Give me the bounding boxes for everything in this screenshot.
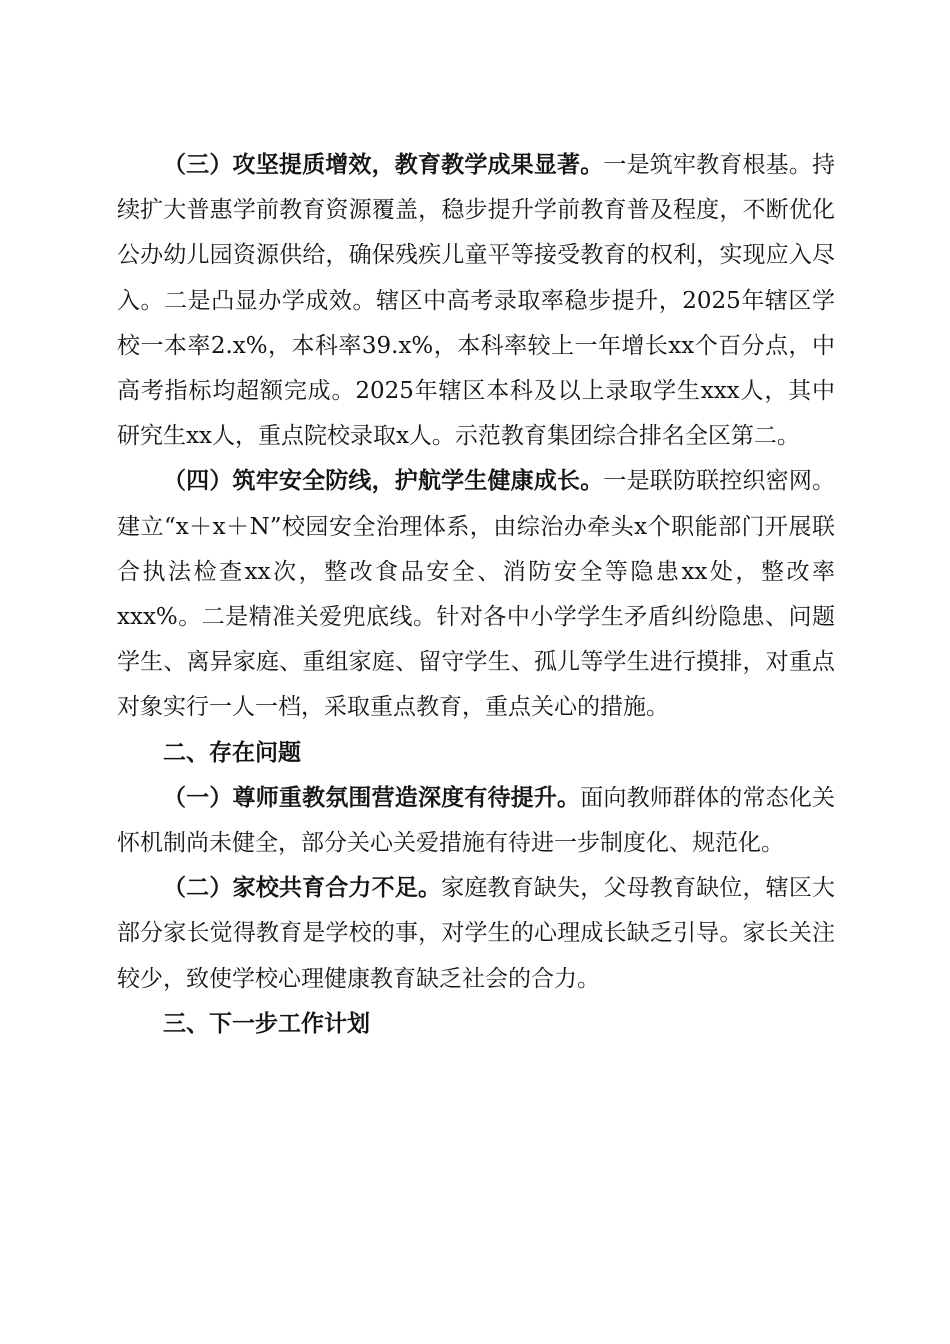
paragraph-lead: （三）攻坚提质增效，教育教学成果显著。 <box>163 152 604 178</box>
paragraph-text: 面向教师群体的常态化关怀机制尚未健全，部分关心关爱措施有待进一步制度化、规范化。 <box>117 784 836 857</box>
paragraph-text: 一是联防联控织密网。建立“x＋x＋N”校园安全治理体系，由综治办牵头x个职能部门开展联合执法检查xx次，整改食品安全、消防安全等隐患xx处，整改率xxx%。二是精准关爱兜底线。针对各中小学学生矛盾纠纷隐患、问题学生、离异家庭、重组家庭、留守学生、孤儿等学生进行摸排，对重点对象实行一人一档，采取重点教育，重点关心的措施。 <box>117 468 836 721</box>
paragraph-achievements <box>117 143 835 459</box>
section-heading-next-steps: 三、下一步工作计划 <box>163 1010 370 1037</box>
paragraph-lead: （四）筑牢安全防线，护航学生健康成长。 <box>163 468 604 495</box>
paragraph-problem-1 <box>117 776 835 866</box>
paragraph-lead: （一）尊师重教氛围营造深度有待提升。 <box>163 784 581 811</box>
paragraph-text: 一是筑牢教育根基。持续扩大普惠学前教育资源覆盖，稳步提升学前教育普及程度，不断优化公办幼儿园资源供给，确保残疾儿童平等接受教育的权利，实现应入尽入。二是凸显办学成效。辖区中高考录取率稳步提升，2025年辖区学校一本率2.x%，本科率39.x%，本科率较上一年增长xx个百分点，中高考指标均超额完成。2025年辖区本科及以上录取学生xxx人，其中研究生xx人，重点院校录取x人。示范教育集团综合排名全区第二。 <box>117 152 836 450</box>
paragraph-safety <box>117 459 835 730</box>
paragraph-lead: （二）家校共育合力不足。 <box>163 875 442 902</box>
paragraph-problem-2 <box>117 866 835 1002</box>
document-body <box>117 143 835 1047</box>
paragraph-text: 家庭教育缺失，父母教育缺位，辖区大部分家长觉得教育是学校的事，对学生的心理成长缺乏引导。家长关注较少，致使学校心理健康教育缺乏社会的合力。 <box>117 875 836 992</box>
section-heading-problems: 二、存在问题 <box>163 739 301 766</box>
